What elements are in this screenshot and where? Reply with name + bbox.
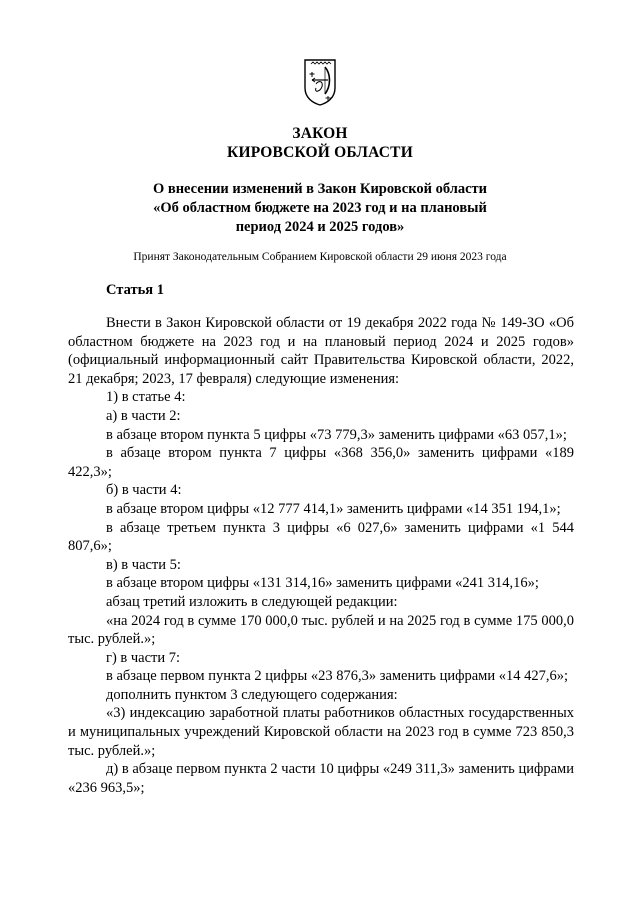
law-title: ЗАКОН — [292, 125, 348, 142]
paragraph: б) в части 4: — [106, 482, 182, 499]
paragraph: г) в части 7: — [106, 649, 181, 666]
paragraph: «на 2024 год в сумме 170 000,0 тыс. рублей и на 2025 год в сумме 175 000,0 тыс. рублей.»; — [68, 612, 574, 648]
kirov-oblast-coat-of-arms-icon — [303, 58, 337, 106]
law-region: КИРОВСКОЙ ОБЛАСТИ — [227, 144, 413, 161]
paragraph: в) в части 5: — [106, 556, 181, 573]
paragraph: а) в части 2: — [106, 407, 181, 424]
paragraph: дополнить пунктом 3 следующего содержания: — [106, 686, 398, 703]
paragraph: 1) в статье 4: — [106, 389, 186, 406]
paragraph: в абзаце втором пункта 5 цифры «73 779,3» заменить цифрами «63 057,1»; — [106, 426, 567, 443]
paragraph: в абзаце третьем пункта 3 цифры «6 027,6» заменить цифрами «1 544 807,6»; — [68, 519, 574, 555]
article-body — [68, 314, 574, 797]
paragraph: д) в абзаце первом пункта 2 части 10 цифры «249 311,3» заменить цифрами «236 963,5»; — [68, 761, 574, 796]
paragraph: Внести в Закон Кировской области от 19 декабря 2022 года № 149-ЗО «Об областном бюджете на 2023 год и на плановый период 2024 и 2025 годов» (официальный информационный сайт Правительства Кировской области, 2022, 21 декабря; 2023, 17 февраля) следующие изменения: — [68, 315, 574, 387]
law-subject-line: «Об областном бюджете на 2023 год и на плановый — [153, 200, 487, 216]
paragraph: «3) индексацию заработной платы работников областных государственных и муниципальных учреждений Кировской области на 2023 год в сумме 723 850,3 тыс. рублей.»; — [68, 705, 574, 759]
article-heading: Статья 1 — [106, 282, 164, 298]
law-subject-line: период 2024 и 2025 годов» — [235, 219, 405, 235]
paragraph: в абзаце втором цифры «12 777 414,1» заменить цифрами «14 351 194,1»; — [106, 500, 561, 517]
adoption-note: Принят Законодательным Собранием Кировской области 29 июня 2023 года — [133, 251, 507, 263]
paragraph: в абзаце втором цифры «131 314,16» заменить цифрами «241 314,16»; — [106, 575, 539, 592]
paragraph: абзац третий изложить в следующей редакции: — [106, 593, 398, 610]
paragraph: в абзаце втором пункта 7 цифры «368 356,0» заменить цифрами «189 422,3»; — [68, 445, 574, 480]
paragraph: в абзаце первом пункта 2 цифры «23 876,3» заменить цифрами «14 427,6»; — [106, 668, 569, 685]
law-subject-line: О внесении изменений в Закон Кировской области — [152, 181, 488, 197]
